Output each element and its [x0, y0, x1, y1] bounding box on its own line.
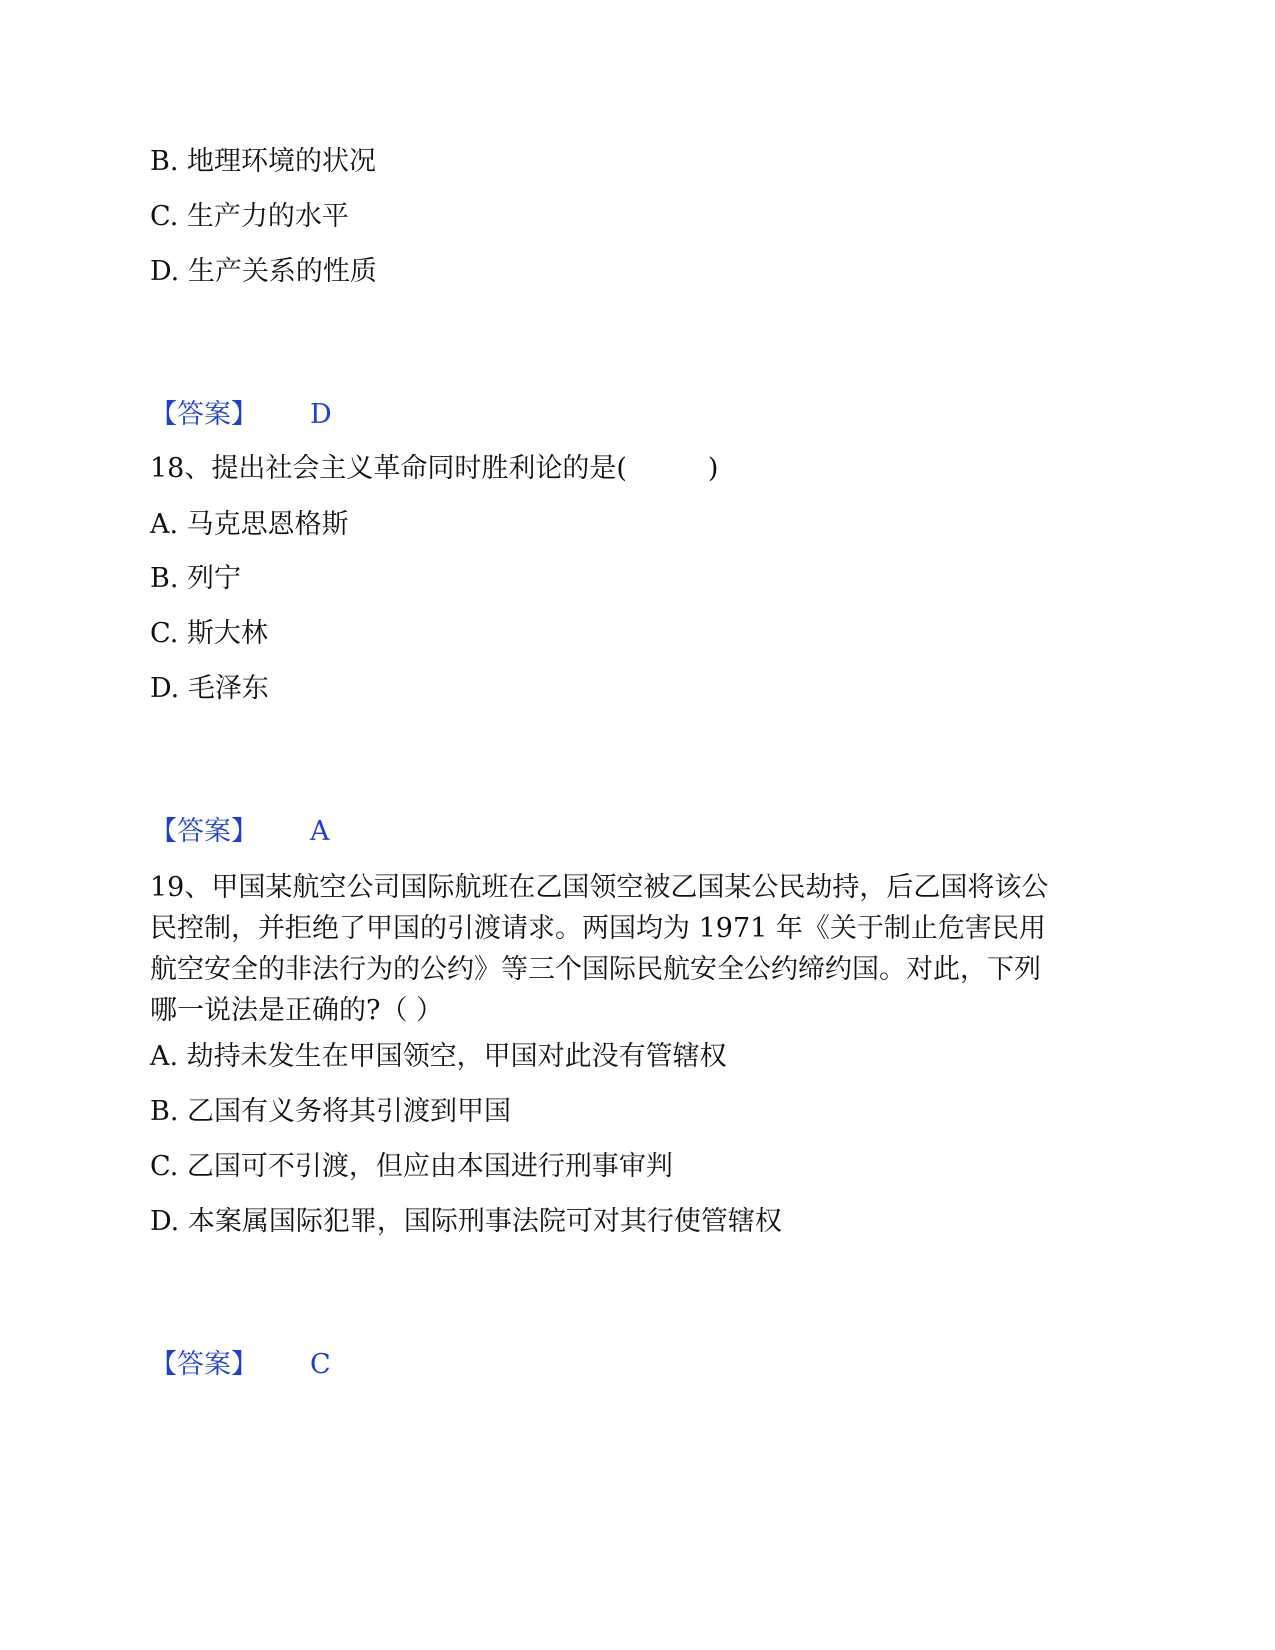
q19-option-a: A. 劫持未发生在甲国领空，甲国对此没有管辖权	[150, 1041, 727, 1072]
answer-value: C	[310, 1349, 331, 1380]
q17-option-d: D. 生产关系的性质	[150, 256, 377, 287]
q18-option-a: A. 马克思恩格斯	[150, 509, 349, 540]
q19-stem-line: 航空安全的非法行为的公约》等三个国际民航安全公约缔约国。对此，下列	[150, 954, 1041, 985]
q18-option-b: B. 列宁	[150, 563, 242, 594]
q19-stem-line: 民控制，并拒绝了甲国的引渡请求。两国均为 1971 年《关于制止危害民用	[150, 913, 1046, 944]
answer-label: 【答案】	[150, 1349, 258, 1380]
q18-option-c: C. 斯大林	[150, 618, 268, 649]
q17-option-b: B. 地理环境的状况	[150, 146, 377, 177]
answer-value: D	[310, 399, 332, 430]
answer-value: A	[310, 816, 330, 847]
q19-option-c: C. 乙国可不引渡，但应由本国进行刑事审判	[150, 1151, 673, 1182]
q19-stem	[150, 867, 1130, 1031]
q17-answer	[150, 398, 332, 432]
q19-answer	[150, 1348, 331, 1382]
q18-answer	[150, 815, 330, 849]
q19-option-d: D. 本案属国际犯罪，国际刑事法院可对其行使管辖权	[150, 1206, 782, 1237]
answer-label: 【答案】	[150, 399, 258, 430]
q19-stem-line: 19、甲国某航空公司国际航班在乙国领空被乙国某公民劫持，后乙国将该公	[150, 872, 1049, 903]
answer-label: 【答案】	[150, 816, 258, 847]
q18-option-d: D. 毛泽东	[150, 673, 269, 704]
q17-option-c: C. 生产力的水平	[150, 201, 349, 232]
q19-option-b: B. 乙国有义务将其引渡到甲国	[150, 1096, 512, 1127]
q18-stem: 18、提出社会主义革命同时胜利论的是( )	[150, 453, 719, 484]
q19-stem-line: 哪一说法是正确的?（ ）	[150, 995, 444, 1026]
